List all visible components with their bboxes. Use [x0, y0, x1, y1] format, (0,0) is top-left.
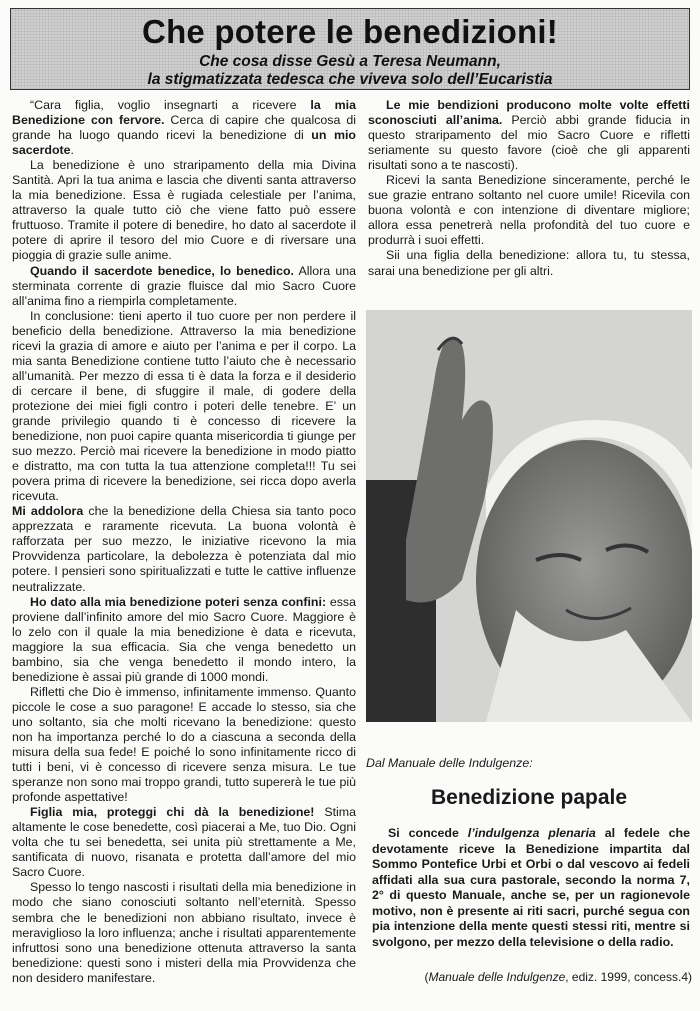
text-run: Si concede	[388, 826, 468, 840]
paragraph	[372, 826, 690, 950]
bold-run: Ho dato alla mia benedizione poteri senza confini:	[30, 594, 327, 609]
paragraph	[12, 98, 356, 158]
text-run: .	[70, 143, 74, 158]
text-run: Perciò abbi grande fiducia in questo straripamento del mio Sacro Cuore e rifletti seriamente su questo favore (cioè che gli apparenti risultati sono a te nascosti).	[368, 113, 690, 173]
italic-run: l’indulgenza plenaria	[467, 826, 596, 840]
subtitle-line-1: Che cosa disse Gesù a Teresa Neumann,	[199, 53, 501, 70]
subtitle-line-2: la stigmatizzata tedesca che viveva solo dell’Eucaristia	[147, 71, 553, 88]
text-run: Allora una sterminata corrente di grazie fluisce dal mio Sacro Cuore all’anima fino a riempirla completamente.	[12, 263, 356, 308]
text-run: che la benedizione della Chiesa sia tanto poco apprezzata e raramente ricevuta. La buona volontà è rafforzata per suo mezzo, le iniziative ricevono la mia Provvidenza particolare, la debolezza è potenziata dal mio potere. I pensieri sono spiritualizzati e tutte le cattive influenze neutralizzate.	[12, 504, 356, 594]
article-subtitle	[11, 53, 689, 89]
bold-run: Quando il sacerdote benedice, lo benedico.	[30, 263, 295, 278]
paragraph: In conclusione: tieni aperto il tuo cuore per non perdere il beneficio della benedizione. Attraverso la mia benedizione ricevi la grazia di amore e aiuto per l’anima e per il corpo. La mia santa Benedizione contiene tutto l’aiuto che è necessario all’umanità. Per mezzo di essa ti è data la forza e il desiderio di cercare il bene, di sfuggire il male, di godere della protezione dei miei figli contro i poteri delle tenebre. E’ un grande privilegio quando ti è concesso di ricevere la benedizione, non puoi capire quanta misericordia ti giunge per suo mezzo. Perciò mai ricevere la benedizione in modo piatto e distratto, ma con tutta la tua attenzione completa!!! Tu sei povera prima di ricevere la benedizione, sei ricca dopo averla ricevuta.	[12, 308, 356, 504]
text-run: , ediz. 1999, concess.4)	[565, 970, 692, 984]
pope-blessing-photo	[366, 310, 692, 722]
paragraph	[368, 98, 690, 173]
paragraph: Sii una figlia della benedizione: allora tu, tu stessa, sarai una benedizione per gli altri.	[368, 248, 690, 278]
paragraph: Spesso lo tengo nascosti i risultati della mia benedizione in modo che siano conosciuti soltanto nell’eternità. Spesso sembra che le benedizioni non abbiano risultato, invece è meraviglioso la loro influenza; anche i risultati apparentemente infruttosi sono una benedizione ottenuta attraverso la santa benedizione: questi sono i misteri della mia Provvidenza che non desidero manifestare.	[12, 880, 356, 985]
bold-run: la mia Benedizione con fervore.	[12, 98, 356, 128]
paragraph	[12, 504, 356, 594]
text-run: (	[424, 970, 429, 984]
source-label: Dal Manuale delle Indulgenze:	[366, 756, 533, 770]
bold-run: Le mie bendizioni producono molte volte effetti sconosciuti all’anima.	[368, 98, 690, 128]
text-run: Stima altamente le cose benedette, così piacerai a Me, tuo Dio. Ogni volta che tu sei benedetta, sei unita più strettamente a Me, santificata di nuovo, risanata e protetta dall’amore del mio Sacro Cuore.	[12, 805, 356, 880]
left-column	[12, 98, 356, 986]
papal-blessing-title: Benedizione papale	[430, 786, 628, 809]
bold-run: Mi addolora	[12, 504, 84, 519]
text-run: Cerca di capire che qualcosa di grande ha luogo quando ricevi la benedizione di	[12, 113, 356, 143]
photo-illustration	[366, 310, 692, 722]
right-column	[368, 98, 690, 279]
text-run: “Cara figlia, voglio insegnarti a ricevere	[30, 98, 311, 112]
text-run: al fedele che devotamente riceve la Benedizione impartita dal Sommo Pontefice Urbi et Orbi o dal vescovo ai fedeli affidati alla sua cura pastorale, secondo la norma 7, 2° di questo Manuale, anche se, per un ragionevole motivo, non è presente ai riti sacri, purché segua con pia intenzione della mente questi stessi riti, mentre si svolgono, per mezzo della televisione o della radio.	[372, 826, 690, 949]
paragraph	[12, 805, 356, 880]
paragraph	[12, 264, 356, 309]
paragraph: La benedizione è uno straripamento della mia Divina Santità. Apri la tua anima e lascia che diventi santa attraverso la mia benedizione. Essa è rugiada celestiale per l’anima, attraverso la quale tutto ciò che viene fatto può essere fruttuoso. Tramite il potere di benedire, ho dato al sacerdote il potere di aprire il tesoro del mio Cuore e di riversare una pioggia di grazie sulle anime.	[12, 158, 356, 263]
article-title: Che potere le benedizioni!	[142, 13, 558, 50]
italic-run: Manuale delle Indulgenze	[428, 970, 566, 984]
paragraph	[12, 595, 356, 685]
article-header	[10, 8, 690, 90]
bold-run: Figlia mia, proteggi chi dà la benedizione!	[30, 805, 315, 820]
citation	[366, 970, 692, 984]
text-run: essa proviene dall’infinito amore del mio Sacro Cuore. Maggiore è lo zelo con il quale la mia benedizione è data e ricevuta, maggiore la sua efficacia. Sia che venga benedetto un bambino, sia che venga benedetto il mondo intero, la benedizione è assai più grande di 1000 mondi.	[12, 594, 356, 684]
papal-blessing-text	[372, 826, 690, 950]
paragraph: Ricevi la santa Benedizione sinceramente, perché le sue grazie entrano soltanto nel cuore umile! Ricevila con buona volontà e con intenzione di diventare migliore; allora essa penetrerà nella profondità del tuo cuore e produrrà i suoi effetti.	[368, 173, 690, 248]
bold-run: un mio sacerdote	[12, 128, 356, 158]
paragraph: Rifletti che Dio è immenso, infinitamente immenso. Quanto piccole le cose a suo paragone! E accade lo stesso, sia che uno soltanto, sia che molti ricevano la benedizione: questo non ha importanza perché lo do a ciascuna a seconda della misura della sua fede! E poiché lo sono infinitamente ricco di tutti i beni, vi è concesso di ricevere senza misura. Le tue speranze non sono mai troppo grandi, tutto supererà le tue più profonde aspettative!	[12, 684, 356, 805]
